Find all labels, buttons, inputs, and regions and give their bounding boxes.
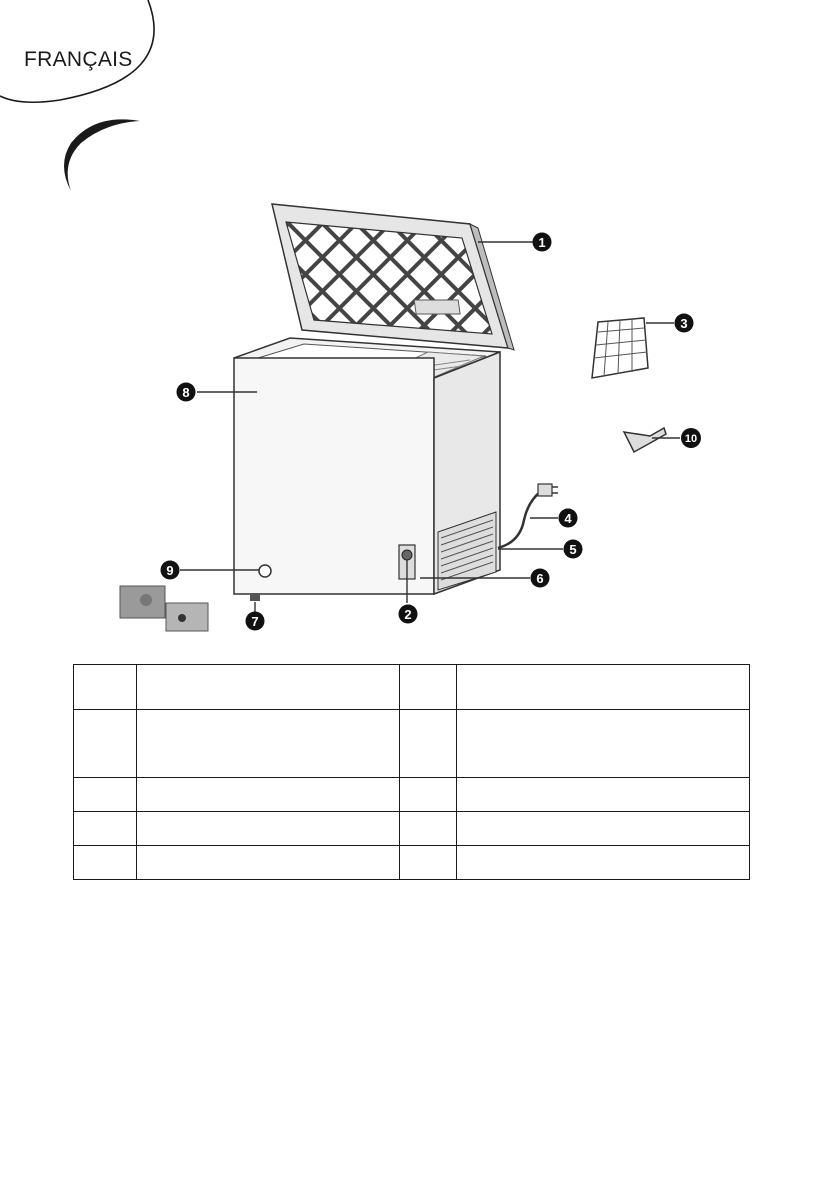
parts-table	[73, 664, 750, 880]
language-label: FRANÇAIS	[24, 48, 133, 71]
table-cell	[400, 710, 457, 778]
callout-3	[675, 314, 694, 333]
drain-inset-photos	[120, 586, 208, 631]
callout-10	[681, 428, 701, 448]
table-cell	[457, 812, 750, 846]
table-cell	[400, 846, 457, 880]
table-cell	[137, 665, 400, 710]
callout-9	[161, 561, 180, 580]
table-cell	[137, 846, 400, 880]
lid	[272, 204, 514, 350]
svg-text:5: 5	[569, 542, 577, 557]
table-cell	[137, 710, 400, 778]
power-cord	[498, 484, 558, 548]
table-cell	[400, 778, 457, 812]
svg-text:4: 4	[564, 511, 572, 526]
table-cell	[137, 812, 400, 846]
table-cell	[137, 778, 400, 812]
callout-1	[533, 233, 552, 252]
table-cell	[400, 812, 457, 846]
table-row	[74, 846, 750, 880]
table-cell	[74, 710, 137, 778]
svg-text:1: 1	[538, 235, 546, 250]
table-cell	[400, 665, 457, 710]
callout-7	[246, 612, 265, 631]
storage-basket	[592, 318, 648, 378]
callout-4	[559, 509, 578, 528]
svg-text:6: 6	[536, 571, 544, 586]
drain-plug	[259, 565, 271, 577]
svg-text:10: 10	[684, 433, 698, 445]
table-cell	[457, 710, 750, 778]
cabinet-foot	[250, 593, 260, 601]
table-cell	[74, 846, 137, 880]
table-row	[74, 665, 750, 710]
ice-scraper	[624, 428, 666, 452]
table-cell	[74, 812, 137, 846]
table-cell	[457, 778, 750, 812]
svg-text:2: 2	[404, 607, 412, 622]
table-cell	[74, 665, 137, 710]
table-row	[74, 778, 750, 812]
table-cell	[74, 778, 137, 812]
svg-text:7: 7	[251, 614, 259, 629]
svg-text:8: 8	[182, 385, 190, 400]
table-row	[74, 710, 750, 778]
callout-8	[177, 383, 196, 402]
callout-6	[531, 569, 550, 588]
svg-text:3: 3	[680, 316, 688, 331]
svg-text:9: 9	[166, 563, 174, 578]
callout-2	[399, 605, 418, 624]
table-cell	[457, 665, 750, 710]
callout-5	[564, 540, 583, 559]
table-cell	[457, 846, 750, 880]
table-row	[74, 812, 750, 846]
